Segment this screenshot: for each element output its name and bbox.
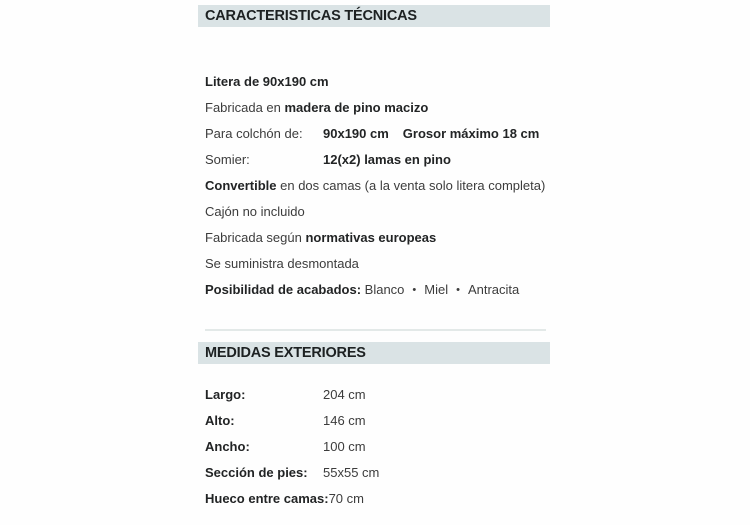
measure-label: Ancho: <box>205 439 250 454</box>
spec-line-somier <box>198 147 550 173</box>
spec-label-bold: Posibilidad de acabados: <box>205 282 365 297</box>
spec-value-secondary: Grosor máximo 18 cm <box>402 126 540 141</box>
measure-label: Alto: <box>205 413 235 428</box>
spec-label: Para colchón de: <box>205 126 303 141</box>
measure-label: Sección de pies: <box>205 465 308 480</box>
spec-label: Somier: <box>205 152 250 167</box>
spec-text-bold: Litera de 90x190 cm <box>205 74 329 89</box>
measure-row-alto <box>198 408 550 434</box>
spec-value: 12(x2) lamas en pino <box>323 152 451 167</box>
spec-text: en dos camas (a la venta solo litera completa) <box>276 178 546 193</box>
measure-label: Hueco entre camas: <box>205 491 329 506</box>
spec-line-acabados <box>198 277 550 303</box>
section-divider <box>205 329 546 331</box>
measure-row-seccion-pies <box>198 460 550 486</box>
measure-row-largo <box>198 382 550 408</box>
measure-label: Largo: <box>205 387 246 402</box>
spec-line-convertible <box>198 173 550 199</box>
caracteristicas-list <box>198 69 550 303</box>
finish-option-blanco: Blanco <box>364 282 405 297</box>
section-title-caracteristicas: CARACTERISTICAS TÉCNICAS <box>205 8 417 24</box>
spec-text-bold: madera de pino macizo <box>284 100 429 115</box>
medidas-list <box>198 382 550 512</box>
measure-row-ancho <box>198 434 550 460</box>
spec-value: 90x190 cm <box>323 126 389 141</box>
measure-value: 100 cm <box>323 439 366 454</box>
section-header-caracteristicas <box>198 5 550 27</box>
spec-text-bold: normativas europeas <box>305 230 437 245</box>
section-header-medidas <box>198 342 550 364</box>
spec-text: Cajón no incluido <box>205 204 305 219</box>
finish-option-antracita: Antracita <box>467 282 520 297</box>
spec-line-colchon <box>198 121 550 147</box>
spec-line-cajon <box>198 199 550 225</box>
measure-value: 70 cm <box>328 491 364 506</box>
spec-line-litera <box>198 69 550 95</box>
finish-option-miel: Miel <box>424 282 449 297</box>
spec-line-normativas <box>198 225 550 251</box>
measure-row-hueco-camas <box>198 486 550 512</box>
section-title-medidas: MEDIDAS EXTERIORES <box>205 345 366 361</box>
spec-text: Se suministra desmontada <box>205 256 359 271</box>
bullet-separator-icon: • <box>412 284 417 296</box>
spec-line-fabricada <box>198 95 550 121</box>
spec-text: Fabricada según <box>205 230 306 245</box>
measure-value: 55x55 cm <box>323 465 380 480</box>
bullet-separator-icon: • <box>456 284 460 296</box>
spec-line-desmontada <box>198 251 550 277</box>
measure-value: 204 cm <box>323 387 366 402</box>
spec-text: Fabricada en <box>205 100 285 115</box>
content-column <box>198 0 550 512</box>
measure-value: 146 cm <box>323 413 366 428</box>
spec-text-bold: Convertible <box>205 178 277 193</box>
